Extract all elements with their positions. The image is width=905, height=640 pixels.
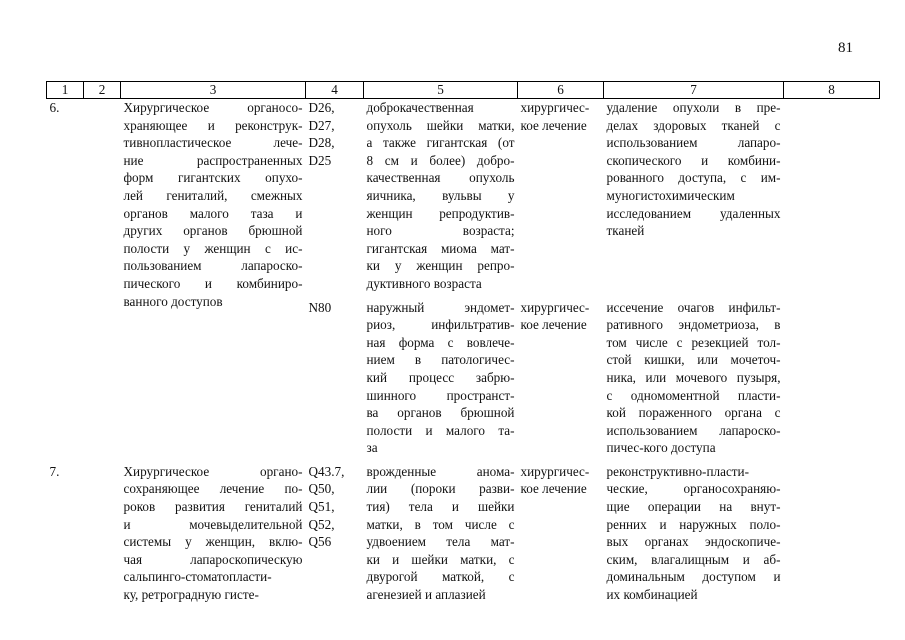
text-line: доброкачественная bbox=[366, 100, 474, 115]
text-line: доминальным доступом и bbox=[606, 569, 781, 585]
text-line: тия) тела и шейки bbox=[366, 499, 515, 515]
procedures-table bbox=[46, 81, 880, 604]
text-line: Q52, bbox=[308, 516, 335, 532]
text-line: пического и комбиниро- bbox=[123, 275, 303, 291]
text-line: пичес-кого доступа bbox=[606, 440, 716, 456]
text-line: Q51, bbox=[308, 499, 335, 515]
text-line: органов малого таза и bbox=[123, 205, 303, 221]
treatment-method bbox=[604, 463, 784, 604]
text-line: лей гениталий, смежных bbox=[123, 187, 303, 203]
header-col-8: 8 bbox=[784, 82, 880, 99]
text-line: N80 bbox=[308, 299, 332, 315]
table-header-row bbox=[47, 82, 880, 99]
header-col-5: 5 bbox=[364, 82, 518, 99]
text-line: Q50, bbox=[308, 481, 335, 497]
text-line: системы у женщин, вклю- bbox=[123, 534, 303, 550]
text-line: ного возраста; bbox=[366, 223, 515, 239]
text-line: ника, или мочевого пузыря, bbox=[606, 369, 781, 385]
text-line: ки и шейки матки, с bbox=[366, 551, 515, 567]
text-line: кое лечение bbox=[520, 481, 587, 497]
text-line: и мочевыделительной bbox=[123, 516, 303, 532]
text-line: щие операции на внут- bbox=[606, 499, 781, 515]
text-line: дуктивного возраста bbox=[366, 275, 482, 291]
text-line: стой кишки, или мочеточ- bbox=[606, 352, 781, 368]
text-line: наружный эндомет- bbox=[366, 299, 515, 315]
text-line: ки у женщин репро- bbox=[366, 258, 515, 274]
care-type-name bbox=[121, 99, 306, 457]
text-line: яичника, вульвы у bbox=[366, 187, 515, 203]
text-line: нием в патологичес- bbox=[366, 352, 515, 368]
text-line: с одномоментной пласти- bbox=[606, 387, 781, 403]
text-line: опухоль шейки матки, bbox=[366, 117, 515, 133]
diagnosis bbox=[364, 293, 518, 457]
table-body bbox=[47, 99, 880, 604]
text-line: матки, в том числе с bbox=[366, 516, 515, 532]
care-type-name bbox=[121, 463, 306, 604]
text-line: ванного доступов bbox=[123, 293, 223, 309]
text-line: роков развития гениталий bbox=[123, 499, 303, 515]
text-line: тканей bbox=[606, 223, 645, 239]
table-row bbox=[47, 99, 880, 293]
text-line: использованием лапаро- bbox=[606, 135, 781, 151]
text-line: сохраняющее лечение по- bbox=[123, 481, 303, 497]
text-line: скопического и комбини- bbox=[606, 152, 781, 168]
text-line: тивнопластическое лече- bbox=[123, 135, 303, 151]
treatment-type bbox=[518, 293, 604, 457]
text-line: делах здоровых тканей с bbox=[606, 117, 781, 133]
text-line: использованием лапароско- bbox=[606, 422, 781, 438]
text-line: том числе с резекцией тол- bbox=[606, 334, 781, 350]
text-line: ку, ретроградную гисте- bbox=[123, 587, 259, 603]
text-line: женщин репродуктив- bbox=[366, 205, 515, 221]
text-line: их комбинацией bbox=[606, 587, 698, 603]
text-line: полости и малого та- bbox=[366, 422, 515, 438]
text-line: риоз, инфильтратив- bbox=[366, 317, 515, 333]
treatment-type bbox=[518, 463, 604, 604]
text-line: лии (пороки разви- bbox=[366, 481, 515, 497]
header-col-4: 4 bbox=[306, 82, 364, 99]
text-line: ренних и наружных поло- bbox=[606, 516, 781, 532]
text-line: полости у женщин с ис- bbox=[123, 240, 303, 256]
text-line: двурогой маткой, с bbox=[366, 569, 515, 585]
text-line: Хирургическое органо- bbox=[123, 463, 303, 479]
text-line: качественная опухоль bbox=[366, 170, 515, 186]
text-line: D26, bbox=[308, 100, 335, 115]
text-line: ва органов брюшной bbox=[366, 405, 515, 421]
treatment-method bbox=[604, 99, 784, 293]
col2-cell bbox=[84, 99, 121, 457]
text-line: гигантская миома мат- bbox=[366, 240, 515, 256]
col8-cell bbox=[784, 463, 880, 604]
text-line: муногистохимическим bbox=[606, 187, 735, 203]
col8-cell bbox=[784, 293, 880, 457]
text-line: рованного доступа, с им- bbox=[606, 170, 781, 186]
diagnosis bbox=[364, 463, 518, 604]
text-line: за bbox=[366, 440, 378, 456]
text-line: других органов брюшной bbox=[123, 223, 303, 239]
text-line: агенезией и аплазией bbox=[366, 587, 486, 603]
text-line: Q56 bbox=[308, 534, 332, 550]
text-line: иссечение очагов инфильт- bbox=[606, 299, 781, 315]
col2-cell bbox=[84, 463, 121, 604]
text-line: Хирургическое органосо- bbox=[123, 100, 303, 115]
treatment-method bbox=[604, 293, 784, 457]
text-line: врожденные анома- bbox=[366, 463, 515, 479]
diagnosis bbox=[364, 99, 518, 293]
text-line: кое лечение bbox=[520, 117, 587, 133]
text-line: хирургичес- bbox=[520, 100, 590, 115]
text-line: реконструктивно-пласти- bbox=[606, 463, 750, 479]
icd-codes bbox=[306, 293, 364, 457]
text-line: хирургичес- bbox=[520, 299, 590, 315]
row-number: 6. bbox=[49, 100, 60, 115]
text-line: вых органах эндоскопиче- bbox=[606, 534, 781, 550]
text-line: ная форма с вовлече- bbox=[366, 334, 515, 350]
text-line: шинного пространст- bbox=[366, 387, 515, 403]
text-line: а также гигантская (от bbox=[366, 135, 515, 151]
text-line: удаление опухоли в пре- bbox=[606, 100, 781, 115]
treatment-type bbox=[518, 99, 604, 293]
header-col-2: 2 bbox=[84, 82, 121, 99]
text-line: кое лечение bbox=[520, 317, 587, 333]
icd-codes bbox=[306, 463, 364, 604]
header-col-3: 3 bbox=[121, 82, 306, 99]
header-col-1: 1 bbox=[47, 82, 84, 99]
text-line: чая лапароскопическую bbox=[123, 551, 303, 567]
icd-codes bbox=[306, 99, 364, 293]
text-line: храняющее и реконструк- bbox=[123, 117, 303, 133]
header-col-6: 6 bbox=[518, 82, 604, 99]
text-line: кой пораженного органа с bbox=[606, 405, 781, 421]
text-line: удвоением тела мат- bbox=[366, 534, 515, 550]
text-line: D25 bbox=[308, 152, 332, 168]
header-col-7: 7 bbox=[604, 82, 784, 99]
text-line: ративного эндометриоза, в bbox=[606, 317, 781, 333]
col8-cell bbox=[784, 99, 880, 293]
row-number: 7. bbox=[49, 463, 60, 479]
text-line: ние распространенных bbox=[123, 152, 303, 168]
text-line: форм гигантских опухо- bbox=[123, 170, 303, 186]
page-number: 81 bbox=[838, 40, 853, 56]
text-line: кий процесс забрю- bbox=[366, 369, 515, 385]
text-line: ским, влагалищным и аб- bbox=[606, 551, 781, 567]
table-row bbox=[47, 463, 880, 604]
text-line: пользованием лапароско- bbox=[123, 258, 303, 274]
text-line: исследованием удаленных bbox=[606, 205, 781, 221]
text-line: 8 см и более) добро- bbox=[366, 152, 515, 168]
text-line: хирургичес- bbox=[520, 463, 590, 479]
text-line: ческие, органосохраняю- bbox=[606, 481, 781, 497]
text-line: Q43.7, bbox=[308, 463, 345, 479]
text-line: D27, bbox=[308, 117, 335, 133]
text-line: сальпинго-стоматопласти- bbox=[123, 569, 272, 585]
text-line: D28, bbox=[308, 135, 335, 151]
